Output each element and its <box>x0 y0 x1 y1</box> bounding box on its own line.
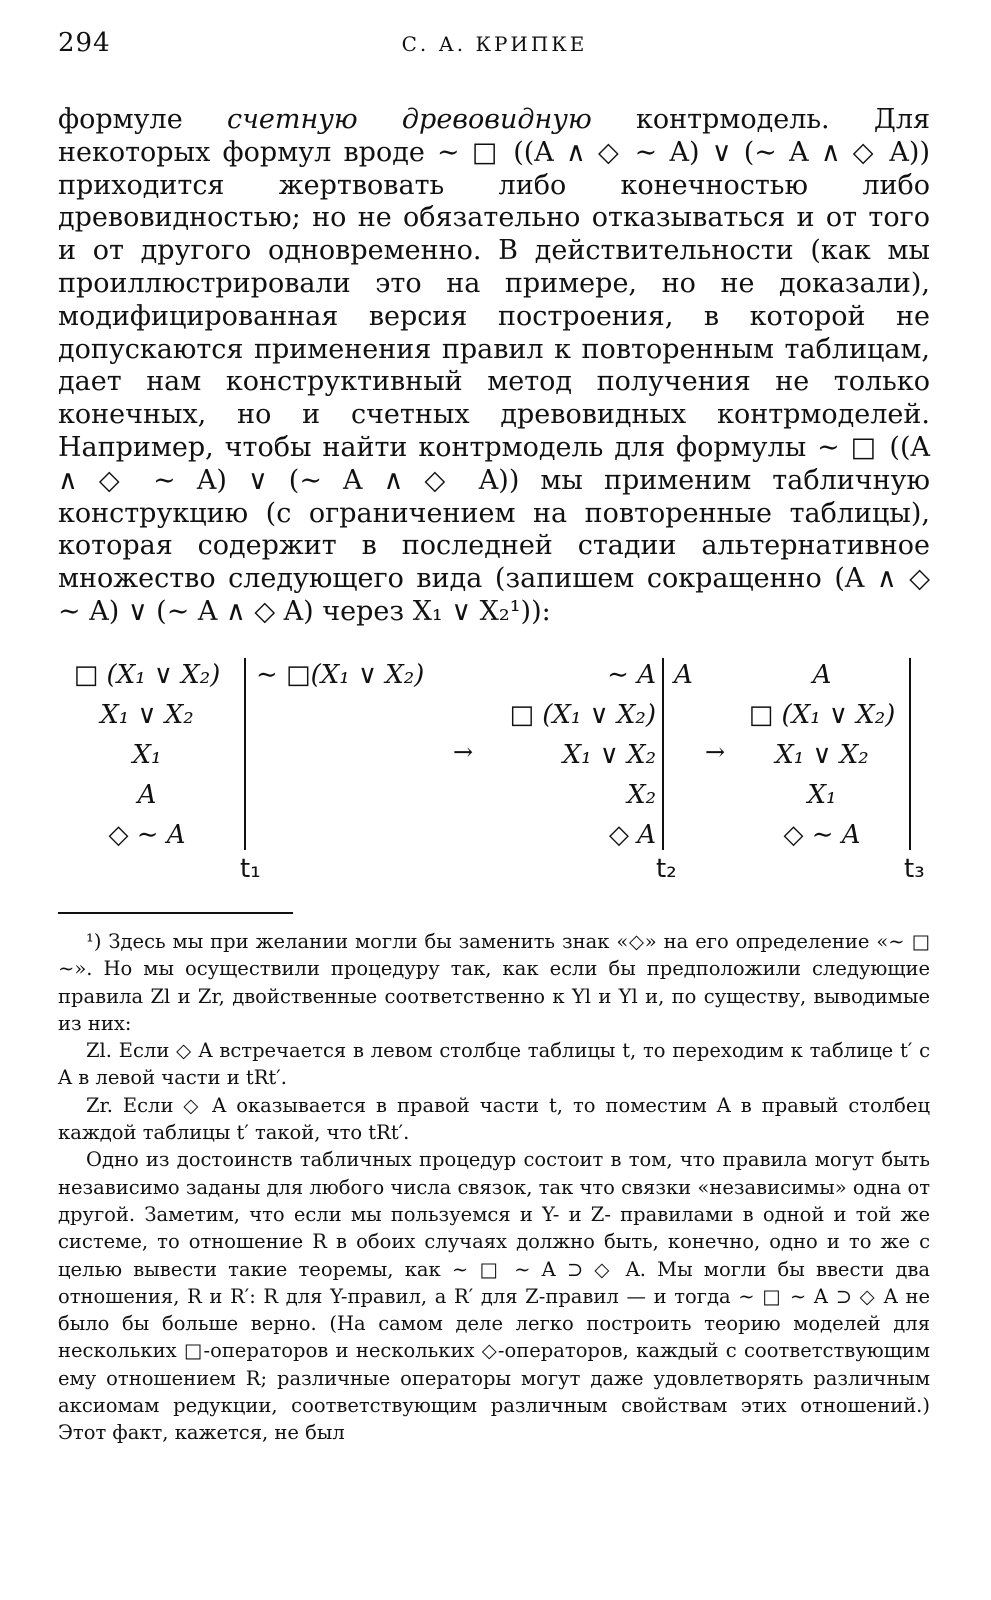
formula-line: ◇ A <box>608 820 656 850</box>
formula-line: A <box>812 660 832 690</box>
footnote-separator <box>58 912 293 914</box>
tableau-diagram <box>58 650 930 895</box>
tableau-t2-left-column <box>488 655 656 855</box>
formula-line: ◇ ∼ A <box>783 820 861 850</box>
tableau-label-t1: t₁ <box>240 854 261 884</box>
main-paragraph <box>58 104 930 629</box>
formula-line: A <box>137 780 157 810</box>
tableau-label-t2: t₂ <box>656 854 677 884</box>
page-number: 294 <box>58 28 111 58</box>
formula-line: □ (X₁ ∨ X₂) <box>748 700 896 730</box>
formula-line: ∼ □(X₁ ∨ X₂) <box>256 660 425 690</box>
tableau-t1-left-column <box>58 655 236 855</box>
formula-line: A <box>674 660 693 690</box>
formula-line: X₁ <box>132 740 162 770</box>
formula-line: X₁ ∨ X₂ <box>562 740 656 770</box>
arrow-t2-t3: → <box>705 738 726 766</box>
arrow-t1-t2: → <box>453 738 474 766</box>
tableau-label-t3: t₃ <box>904 854 925 884</box>
footnote-paragraph: ¹) Здесь мы при желании могли бы заменить знак «◇» на его определение «∼ □ ∼». Но мы осуществили процедуру так, как если бы предположили следующие правила Zl и Zr, двойственные соответственно к Yl и Yl и, по существу, выводимые из них: <box>58 930 930 1035</box>
tableau-t3-divider <box>909 658 911 850</box>
running-head: С. А. КРИПКЕ <box>401 32 588 56</box>
page-header <box>58 22 931 62</box>
footnote-paragraph: Zl. Если ◇ A встречается в левом столбце таблицы t, то переходим к таблице t′ с A в левой части и tRt′. <box>58 1039 930 1090</box>
formula-line: ∼ A <box>607 660 656 690</box>
formula-line: X₁ ∨ X₂ <box>775 740 869 770</box>
formula-line: X₁ <box>807 780 837 810</box>
paragraph-text-start: формуле <box>58 104 183 135</box>
footnote <box>58 928 930 1447</box>
paragraph-text-rest: контрмодель. Для некоторых формул вроде ∼ □ ((A ∧ ◇ ∼ A) ∨ (∼ A ∧ ◇ A)) приходится жертвовать либо конечностью либо древовидностью; но не обязательно отказываться и от того и от другого одновременно. В действительности (как мы проиллюстрировали это на примере, но не доказали), модифицированная версия построения, в которой не допускаются применения правил к повторенным таблицам, дает нам конструктивный метод получения не только конечных, но и счетных древовидных контрмоделей. Например, чтобы найти контрмодель для формулы ∼ □ ((A ∧ ◇ ∼ A) ∨ (∼ A ∧ ◇ A)) мы применим табличную конструкцию (с ограничением на повторенные таблицы), которая содержит в последней стадии альтернативное множество следующего вида (запишем сокращенно (A ∧ ◇ ∼ A) ∨ (∼ A ∧ ◇ A) через X₁ ∨ X₂¹)): <box>58 104 931 627</box>
emphasized-term: счетную древовидную <box>226 104 592 135</box>
formula-line: X₁ ∨ X₂ <box>100 700 194 730</box>
formula-line: X₂ <box>627 780 656 810</box>
tableau-t2-divider <box>662 658 664 850</box>
footnote-paragraph: Zr. Если ◇ A оказывается в правой части t, то поместим A в правый столбец каждой таблицы t′ такой, что tRt′. <box>58 1093 930 1145</box>
tableau-t1-right-column <box>256 655 424 695</box>
formula-line: □ (X₁ ∨ X₂) <box>509 700 656 730</box>
formula-line: ◇ ∼ A <box>108 820 186 850</box>
footnote-paragraph: Одно из достоинств табличных процедур состоит в том, что правила могут быть независимо заданы для любого числа связок, так что связки «независимы» одна от другой. Заметим, что если мы пользуемся и Y- и Z- правилами в одной и той же системе, то отношение R в обоих случаях должно быть, конечно, одно и то же с целью вывести такие теоремы, как ∼ □ ∼ A ⊃ ◇ A. Мы могли бы ввести два отношения, R и R′: R для Y-правил, а R′ для Z-правил — и тогда ∼ □ ∼ A ⊃ ◇ A не было бы больше верно. (На самом деле легко построить теорию моделей для нескольких □-операторов и нескольких ◇-операторов, каждый с соответствующим ему отношением R; различные операторы могут даже удовлетворять различным аксиомам редукции, соответствующим различным свойствам этих отношений.) Этот факт, кажется, не был <box>58 1148 930 1445</box>
tableau-t3-left-column <box>742 655 902 855</box>
formula-line: □ (X₁ ∨ X₂) <box>73 660 221 690</box>
tableau-t1-divider <box>244 658 246 850</box>
tableau-t2-right-column <box>674 655 693 695</box>
